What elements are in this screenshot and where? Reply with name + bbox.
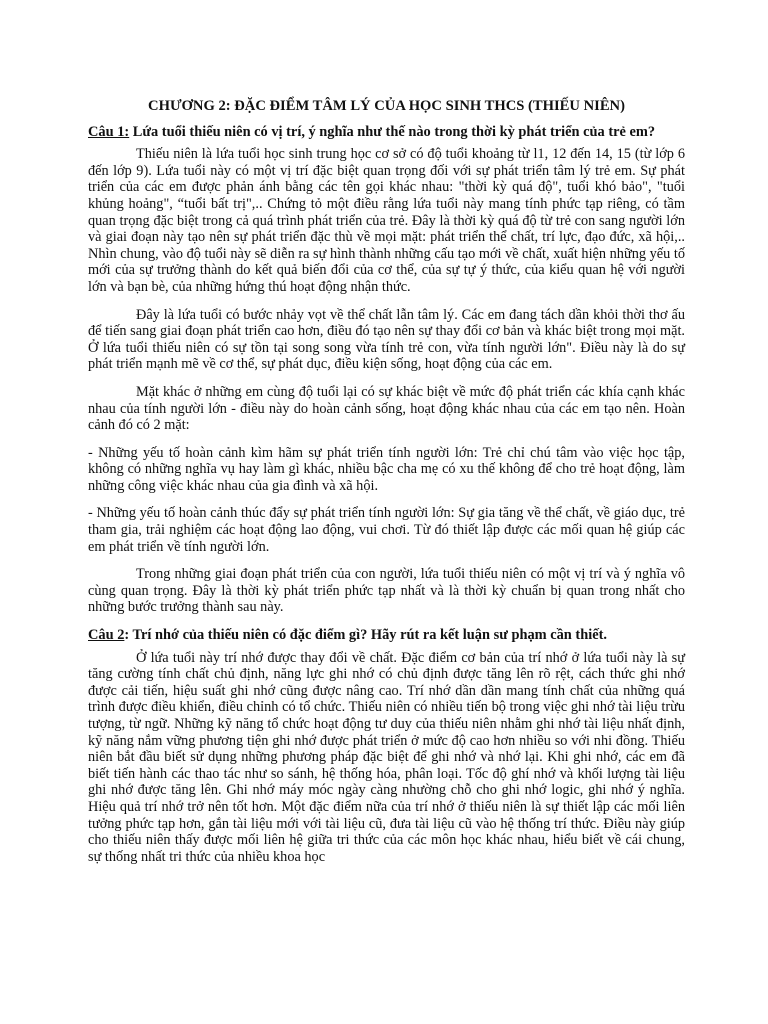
question-1-label: Câu 1: [88, 123, 130, 140]
q1-conclusion: Trong những giai đoạn phát triển của con người, lứa tuổi thiếu niên có một vị trí và ý nghĩa vô cùng quan trọng. Đây là thời kỳ phát triển phức tạp nhất và là thời kỳ chuẩn bị quan trong nhất cho những bước trưởng thành sau này. [88, 566, 685, 616]
chapter-title: CHƯƠNG 2: ĐẶC ĐIỂM TÂM LÝ CỦA HỌC SINH THCS (THIẾU NIÊN) [148, 98, 625, 114]
q1-paragraph-2: Đây là lứa tuổi có bước nhảy vọt về thể chất lẫn tâm lý. Các em đang tách dần khỏi thời thơ ấu để tiến sang giai đoạn phát triển cao hơn, điều đó tạo nên sự thay đổi cơ bản và khác biệt trong mọi mặt. Ở lứa tuổi thiếu niên có sự tồn tại song song vừa tính trẻ con, vừa tính người lớn". Điều này là do sự phát triển mạnh mẽ về cơ thể, sự phát dục, điều kiện sống, hoạt động của các em. [88, 306, 685, 373]
question-2 [88, 627, 685, 644]
question-1-text: Lứa tuổi thiếu niên có vị trí, ý nghĩa như thế nào trong thời kỳ phát triển của trẻ em? [129, 123, 656, 140]
question-2-text: : Trí nhớ của thiếu niên có đặc điểm gì? Hãy rút ra kết luận sư phạm cần thiết. [124, 627, 607, 644]
question-2-label: Câu 2 [88, 627, 125, 644]
q2-paragraph-1: Ở lứa tuổi này trí nhớ được thay đổi về chất. Đặc điểm cơ bản của trí nhớ ở lứa tuổi này là sự tăng cường tính chất chủ định, năng lực ghi nhớ có chủ định được tăng lên rõ rệt, cách thức ghi nhớ được cải tiến, hiệu suất ghi nhớ cũng được nâng cao. Trí nhớ dần dần mang tính chất của những quá trình được điều khiển, điều chỉnh có tổ chức. Thiếu niên có nhiều tiến bộ trong việc ghi nhớ tài liệu trừu tượng, từ ngữ. Những kỹ năng tổ chức hoạt động tư duy của thiếu niên nhằm ghi nhớ tài liệu nhất định, kỹ năng nắm vững phương tiện ghi nhớ được phát triển ở mức độ cao hơn nhiều so với nhi đồng. Thiếu niên bắt đầu biết sử dụng những phương pháp đặc biệt để ghi nhớ và nhớ lại. Khi ghi nhớ, các em đã biết tiến hành các thao tác như so sánh, hệ thống hóa, phân loại. Tốc độ ghí nhớ và khối lượng tài liệu ghi nhớ được tăng lên. Ghi nhớ máy móc ngày càng nhường chỗ cho ghi nhớ logic, ghi nhớ ý nghĩa. Hiệu quả trí nhớ trở nên tốt hơn. Một đặc điểm nữa của trí nhớ ở thiếu niên là sự thiết lập các mối liên tưởng phức tạp hơn, gắn tài liệu mới với tài liệu cũ, đưa tài liệu cũ vào hệ thống trí thức. Điều này giúp cho thiếu niên thấy được mối liên hệ giữa tri thức của các môn học khác nhau, hiểu biết về cái chung, sự thống nhất tri thức của nhiều khoa học [88, 649, 685, 865]
q1-point-1: - Những yếu tố hoàn cảnh kìm hãm sự phát triển tính người lớn: Trẻ chỉ chú tâm vào việc học tập, không có những nghĩa vụ hay làm gì khác, nhiều bậc cha mẹ có xu thế không để cho trẻ hoạt động, làm những công việc khác nhau của gia đình và xã hội. [88, 444, 685, 494]
q1-point-2: - Những yếu tố hoàn cảnh thúc đẩy sự phát triển tính người lớn: Sự gia tăng về thể chất, về giáo dục, trẻ tham gia, trải nghiệm các hoạt động lao động, vui chơi. Từ đó thiết lập được các mối quan hệ giúp các em phát triển về tính người lớn. [88, 505, 685, 555]
q1-paragraph-3: Mặt khác ở những em cùng độ tuổi lại có sự khác biệt về mức độ phát triển các khía cạnh khác nhau của tính người lớn - điều này do hoàn cảnh sống, hoạt động khác nhau của các em tạo nên. Hoàn cảnh đó có 2 mặt: [88, 383, 685, 434]
q1-paragraph-1: Thiếu niên là lứa tuổi học sinh trung học cơ sở có độ tuổi khoảng từ l1, 12 đến 14, 15 (từ lớp 6 đến lớp 9). Lứa tuổi này có một vị trí đặc biệt quan trọng đối với sự phát triển tâm lý trẻ em. Sự phát triển của các em được phản ánh bằng các tên gọi khác nhau: "thời kỳ quá độ", tuổi khó bảo", "tuổi khủng hoảng", “tuổi bất trị",.. Chứng tỏ một điều rằng lứa tuổi này mang tính phức tạp riêng, có tầm quan trọng đặc biệt trong cả quá trình phát triển của trẻ. Đây là thời kỳ quá độ từ trẻ con sang người lớn và giai đoạn này tạo nên sự phát triển đặc thù về mọi mặt: phát triển thể chất, trí lực, đạo đức, xã hội,.. Nhìn chung, vào độ tuổi này sẽ diễn ra sự hình thành những cấu tạo mới về chất, xuất hiện những yếu tố mới của sự trưởng thành do kết quả biến đổi của cơ thể, của sự tự ý thức, của kiểu quan hệ với người lớn và bạn bè, của những hứng thú hoạt động nhận thức. [88, 146, 685, 295]
question-1 [88, 124, 685, 141]
